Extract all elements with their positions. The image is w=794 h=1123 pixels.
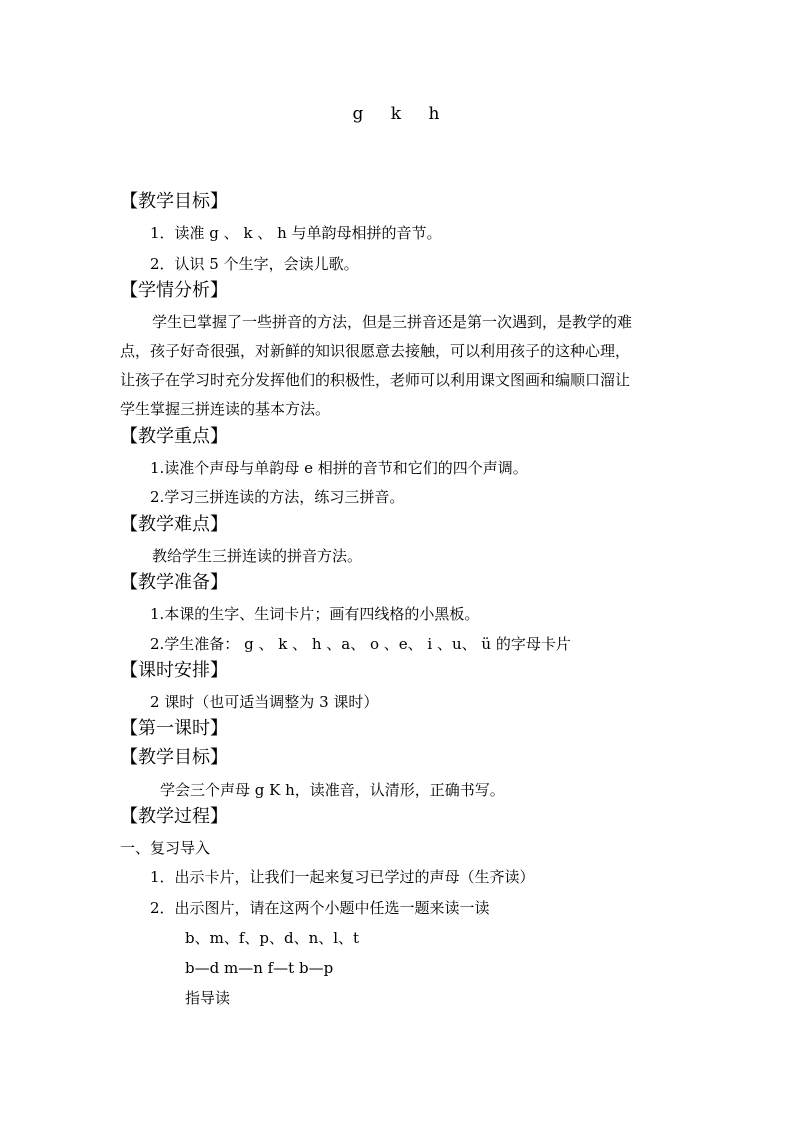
heading-teaching-process: 【教学过程】	[120, 806, 228, 827]
document-title: g k h	[352, 104, 442, 124]
initials-pairs: b—d m—n f—t b—p	[185, 959, 334, 977]
process-step-2: 2．出示图片，请在这两个小题中任选一题来读一读	[150, 899, 490, 917]
heading-preparation: 【教学准备】	[120, 572, 228, 593]
analysis-line-3: 让孩子在学习时充分发挥他们的积极性，老师可以利用课文图画和编顺口溜让	[120, 371, 631, 389]
difficulty-text: 教给学生三拼连读的拼音方法。	[152, 547, 363, 565]
initials-list: b、m、f、p、d、n、l、t	[185, 929, 360, 947]
key-point-1: 1.读准个声母与单韵母 e 相拼的音节和它们的四个声调。	[150, 459, 528, 477]
analysis-line-4: 学生掌握三拼连读的基本方法。	[120, 400, 331, 418]
heading-difficulties: 【教学难点】	[120, 514, 228, 535]
heading-student-analysis: 【学情分析】	[120, 280, 228, 301]
process-part-1-title: 一、复习导入	[120, 839, 211, 857]
heading-key-points: 【教学重点】	[120, 426, 228, 447]
key-point-2: 2.学习三拼连读的方法，练习三拼音。	[150, 488, 405, 506]
heading-schedule: 【课时安排】	[120, 660, 228, 681]
analysis-line-2: 点，孩子好奇很强，对新鲜的知识很愿意去接触，可以利用孩子的这种心理，	[120, 342, 631, 360]
preparation-item-2: 2.学生准备： g 、 k 、 h 、a、 o 、e、 i 、u、 ü 的字母卡片	[150, 635, 571, 653]
lesson-goal-text: 学会三个声母 g K h，读准音，认清形，正确书写。	[160, 781, 505, 799]
heading-teaching-goals: 【教学目标】	[120, 191, 228, 212]
heading-lesson-goals: 【教学目标】	[120, 747, 228, 768]
goal-item-2: 2．认识 5 个生字，会读儿歌。	[150, 255, 359, 273]
preparation-item-1: 1.本课的生字、生词卡片；画有四线格的小黑板。	[150, 605, 480, 623]
analysis-line-1: 学生已掌握了一些拼音的方法，但是三拼音还是第一次遇到，是教学的难	[152, 313, 633, 331]
process-step-1: 1．出示卡片，让我们一起来复习已学过的声母（生齐读）	[150, 868, 535, 886]
goal-item-1: 1．读准 g 、 k 、 h 与单韵母相拼的音节。	[150, 224, 442, 242]
guided-reading: 指导读	[185, 989, 231, 1007]
schedule-text: 2 课时（也可适当调整为 3 课时）	[150, 693, 379, 711]
heading-first-lesson: 【第一课时】	[120, 718, 228, 739]
